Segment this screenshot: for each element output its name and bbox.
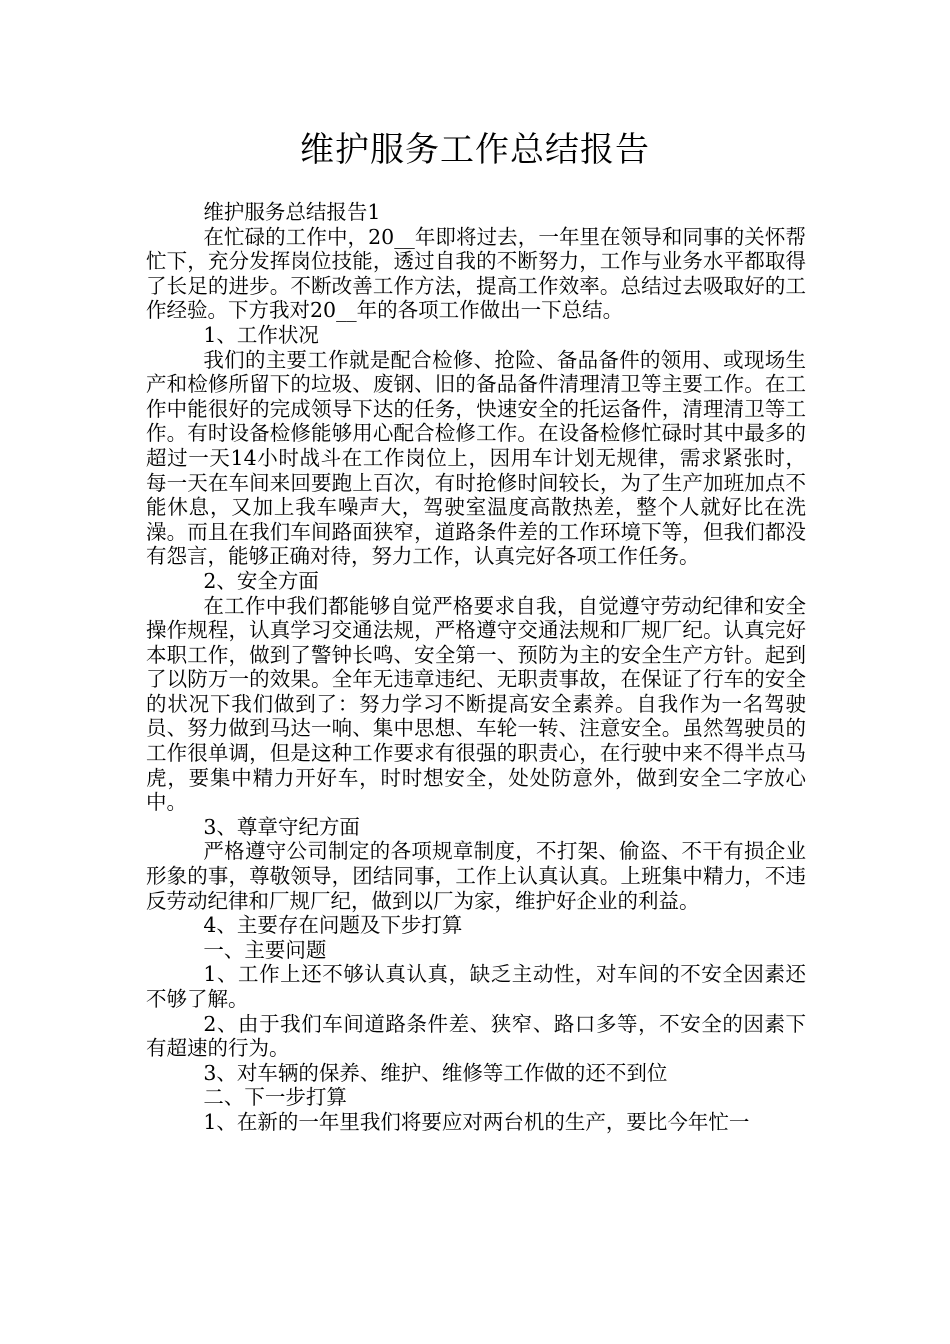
- work-status-paragraph: 我们的主要工作就是配合检修、抢险、备品备件的领用、或现场生产和检修所留下的垃圾、废钢、旧的备品备件清理清卫等主要工作。在工作中能很好的完成领导下达的任务，快速安全的托运备件，清理清卫等工作。有时设备检修能够用心配合检修工作。在设备检修忙碌时其中最多的超过一天14小时战斗在工作岗位上，因用车计划无规律，需求紧张时，每一天在车间来回要跑上百次，有时抢修时间较长，为了生产加班加点不能休息，又加上我车噪声大，驾驶室温度高散热差，整个人就好比在洗澡。而且在我们车间路面狭窄，道路条件差的工作环境下等，但我们都没有怨言，能够正确对待，努力工作，认真完好各项工作任务。: [146, 347, 806, 569]
- plan-item-1: 1、在新的一年里我们将要应对两台机的生产，要比今年忙一: [203, 1109, 750, 1134]
- intro-paragraph: 在忙碌的工作中，20__年即将过去，一年里在领导和同事的关怀帮忙下，充分发挥岗位技能，透过自我的不断努力，工作与业务水平都取得了长足的进步。不断改善工作方法，提高工作效率。总结过去吸取好的工作经验。下方我对20__年的各项工作做出一下总结。: [146, 224, 806, 323]
- problem-item-3: 3、对车辆的保养、维护、维修等工作做的还不到位: [203, 1060, 668, 1085]
- problem-item-1: 1、工作上还不够认真认真，缺乏主动性，对车间的不安全因素还不够了解。: [146, 962, 806, 1011]
- subheading-main-problems: 一、主要问题: [203, 937, 327, 962]
- section-heading-problems-plans: 4、主要存在问题及下步打算: [203, 913, 463, 938]
- document-title: 维护服务工作总结报告: [300, 130, 650, 170]
- subheading-next-steps: 二、下一步打算: [203, 1085, 347, 1110]
- safety-paragraph: 在工作中我们都能够自觉严格要求自我，自觉遵守劳动纪律和安全操作规程，认真学习交通法规，严格遵守交通法规和厂规厂纪。认真完好本职工作，做到了警钟长鸣、安全第一、预防为主的安全生产方针。起到了以防万一的效果。全年无违章违纪、无职责事故，在保证了行车的安全的状况下我们做到了：努力学习不断提高安全素养。自我作为一名驾驶员、努力做到马达一响、集中思想、车轮一转、注意安全。虽然驾驶员的工作很单调，但是这种工作要求有很强的职责心，在行驶中来不得半点马虎，要集中精力开好车，时时想安全，处处防意外，做到安全二字放心中。: [146, 593, 806, 815]
- problem-item-2: 2、由于我们车间道路条件差、狭窄、路口多等，不安全的因素下有超速的行为。: [146, 1011, 806, 1061]
- section-heading-safety: 2、安全方面: [203, 568, 319, 593]
- discipline-paragraph: 严格遵守公司制定的各项规章制度，不打架、偷盗、不干有损企业形象的事，尊敬领导，团结同事，工作上认真认真。上班集中精力，不违反劳动纪律和厂规厂纪，做到以厂为家，维护好企业的利益。: [146, 839, 806, 913]
- report-subtitle: 维护服务总结报告1: [203, 200, 381, 224]
- section-heading-work-status: 1、工作状况: [203, 322, 319, 347]
- document-body: [146, 200, 806, 1135]
- section-heading-discipline: 3、尊章守纪方面: [203, 814, 360, 839]
